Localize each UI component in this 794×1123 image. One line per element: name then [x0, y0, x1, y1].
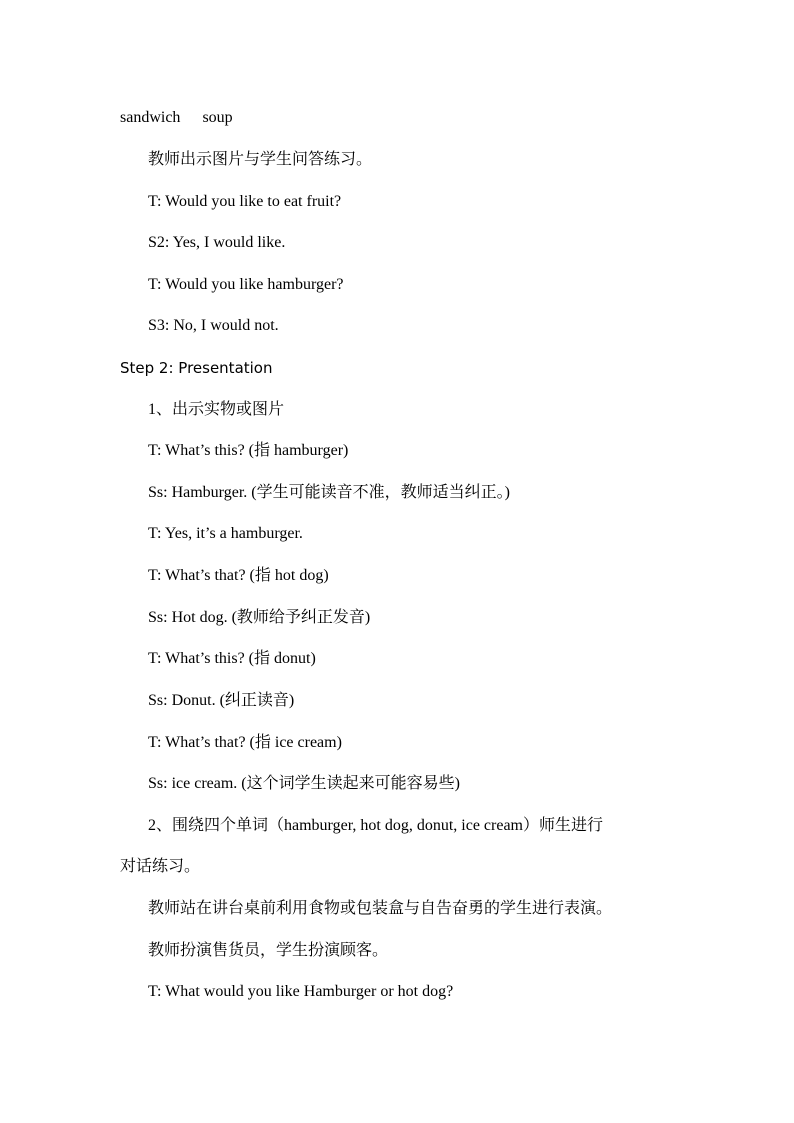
vocab-line — [120, 108, 233, 128]
text-line: 1、出示实物或图片 — [148, 401, 285, 418]
dialogue-line: S2: Yes, I would like. — [148, 234, 286, 251]
dialogue-line: T: What would you like Hamburger or hot dog? — [148, 983, 454, 1000]
dialogue-line: Ss: Donut. (纠正读音) — [148, 692, 295, 709]
dialogue-line: Ss: Hot dog. (教师给予纠正发音) — [148, 609, 371, 626]
text-line: 2、围绕四个单词（hamburger, hot dog, donut, ice cream）师生进行 — [148, 817, 603, 834]
dialogue-line: T: What’s that? (指 hot dog) — [148, 567, 329, 584]
dialogue-line: T: Yes, it’s a hamburger. — [148, 525, 303, 542]
dialogue-line: T: Would you like to eat fruit? — [148, 193, 342, 210]
vocab-word-sandwich: sandwich — [120, 109, 181, 126]
dialogue-line: T: Would you like hamburger? — [148, 276, 344, 293]
dialogue-line: Ss: ice cream. (这个词学生读起来可能容易些) — [148, 775, 460, 792]
section-heading: Step 2: Presentation — [120, 359, 273, 377]
dialogue-line: T: What’s this? (指 donut) — [148, 650, 316, 667]
dialogue-line: S3: No, I would not. — [148, 317, 279, 334]
text-line: 教师出示图片与学生问答练习。 — [148, 151, 373, 168]
text-line: 教师站在讲台桌前利用食物或包装盒与自告奋勇的学生进行表演。 — [148, 900, 613, 917]
dialogue-line: T: What’s this? (指 hamburger) — [148, 442, 349, 459]
dialogue-line: Ss: Hamburger. (学生可能读音不准，教师适当纠正。) — [148, 484, 510, 501]
text-line: 教师扮演售货员，学生扮演顾客。 — [148, 942, 389, 959]
text-line: 对话练习。 — [120, 858, 201, 875]
dialogue-line: T: What’s that? (指 ice cream) — [148, 734, 342, 751]
vocab-word-soup: soup — [202, 109, 233, 126]
